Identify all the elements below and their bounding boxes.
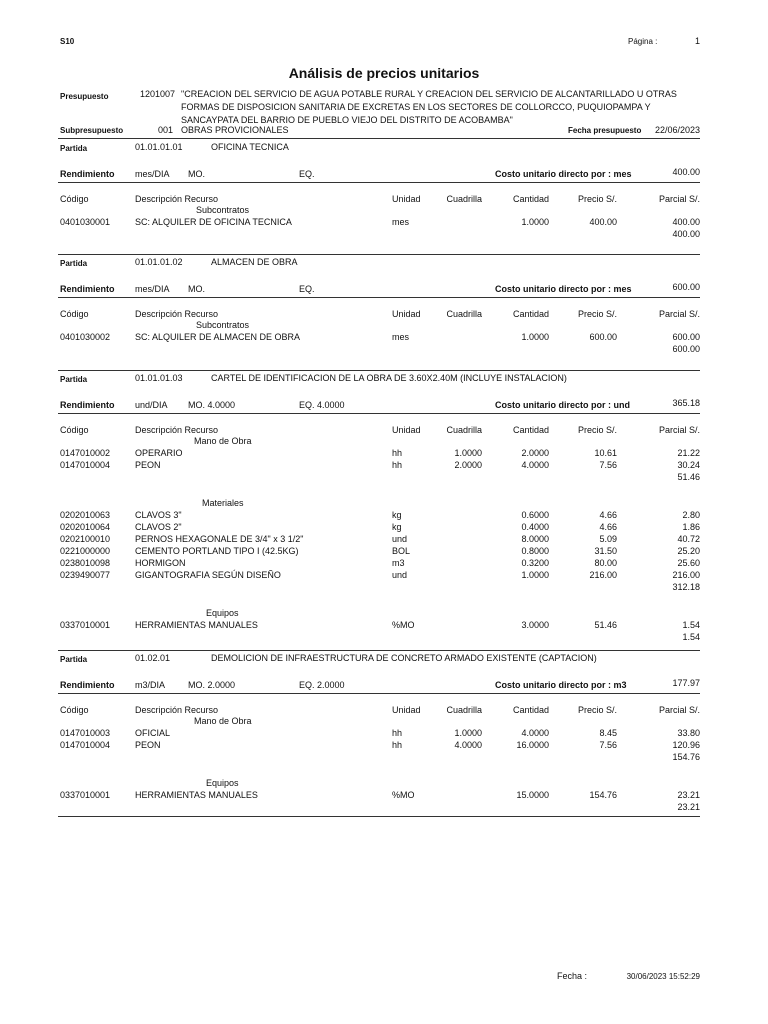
costo-unitario-label: Costo unitario directo por : und [495, 400, 630, 410]
resource-description: PEON [135, 460, 161, 470]
resource-code: 0202010064 [60, 522, 111, 532]
partida-code: 01.01.01.01 [135, 142, 183, 152]
resource-description: SC: ALQUILER DE ALMACEN DE OBRA [135, 332, 301, 342]
subpresupuesto-label: Subpresupuesto [60, 126, 124, 135]
resource-description: CLAVOS 3" [135, 510, 182, 520]
resource-quantity: 16.0000 [516, 740, 549, 750]
resource-description: OPERARIO [135, 448, 183, 458]
col-unidad-header: Unidad [392, 309, 421, 319]
resource-code: 0337010001 [60, 620, 111, 630]
resource-partial: 600.00 [672, 332, 700, 342]
resource-price: 4.66 [599, 510, 617, 520]
col-codigo-header: Código [60, 705, 89, 715]
resource-partial: 40.72 [677, 534, 700, 544]
col-parcial-header: Parcial S/. [658, 425, 700, 435]
resource-quantity: 1.0000 [521, 332, 549, 342]
costo-unitario-value: 365.18 [672, 398, 700, 408]
resource-code: 0147010004 [60, 460, 111, 470]
resource-unit: hh [392, 460, 403, 470]
col-parcial-header: Parcial S/. [658, 194, 700, 204]
resource-quantity: 4.0000 [521, 460, 549, 470]
resource-quantity: 2.0000 [521, 448, 549, 458]
resource-partial: 1.86 [682, 522, 700, 532]
resource-quantity: 1.0000 [521, 217, 549, 227]
rendimiento-unit: mes/DIA [135, 284, 170, 294]
resource-unit: mes [392, 217, 410, 227]
col-unidad-header: Unidad [392, 705, 421, 715]
resource-code: 0202100010 [60, 534, 111, 544]
col-precio-header: Precio S/. [577, 705, 617, 715]
resource-code: 0238010098 [60, 558, 111, 568]
col-cuadrilla-header: Cuadrilla [446, 705, 482, 715]
rendimiento-label: Rendimiento [60, 680, 115, 690]
resource-quantity: 0.6000 [521, 510, 549, 520]
resource-price: 154.76 [589, 790, 617, 800]
resource-price: 51.46 [594, 620, 617, 630]
partida-name: ALMACEN DE OBRA [211, 257, 298, 267]
resource-description: OFICIAL [135, 728, 171, 738]
resource-description: HERRAMIENTAS MANUALES [135, 790, 258, 800]
group-name: Equipos [206, 778, 239, 788]
resource-price: 31.50 [594, 546, 617, 556]
col-unidad-header: Unidad [392, 425, 421, 435]
resource-price: 216.00 [589, 570, 617, 580]
resource-quantity: 8.0000 [521, 534, 549, 544]
rendimiento-divider [58, 297, 700, 298]
resource-unit: kg [392, 510, 402, 520]
resource-partial: 216.00 [672, 570, 700, 580]
resource-code: 0337010001 [60, 790, 111, 800]
group-name: Materiales [202, 498, 244, 508]
resource-partial: 23.21 [677, 790, 700, 800]
resource-code: 0221000000 [60, 546, 111, 556]
fecha-presupuesto-value: 22/06/2023 [654, 125, 700, 135]
header-divider [58, 138, 700, 139]
rendimiento-unit: m3/DIA [135, 680, 166, 690]
group-subtotal: 400.00 [672, 229, 700, 239]
resource-unit: m3 [392, 558, 405, 568]
costo-unitario-label: Costo unitario directo por : mes [495, 284, 632, 294]
resource-description: CLAVOS 2" [135, 522, 182, 532]
partida-code: 01.02.01 [135, 653, 171, 663]
group-name: Equipos [206, 608, 239, 618]
resource-unit: %MO [392, 620, 415, 630]
rendimiento-label: Rendimiento [60, 400, 115, 410]
group-subtotal: 1.54 [682, 632, 700, 642]
resource-code: 0239490077 [60, 570, 111, 580]
col-descripcion-header: Descripción Recurso [135, 425, 219, 435]
group-name: Mano de Obra [194, 436, 252, 446]
presupuesto-description: "CREACION DEL SERVICIO DE AGUA POTABLE RURAL Y CREACION DEL SERVICIO DE ALCANTARILLADO U OTRAS FORMAS DE DISPOSICION SANITARIA DE EXCRETAS EN LOS SECTORES DE COLLORCCO, PUQUIOPAMPA Y SANCAYPATA DEL BARRIO DE PUEBLO VIEJO DEL DISTRITO DE ACOBAMBA" [181, 89, 677, 125]
rendimiento-divider [58, 413, 700, 414]
fecha-presupuesto-label: Fecha presupuesto [568, 126, 642, 135]
resource-price: 5.09 [599, 534, 617, 544]
resource-unit: und [392, 570, 408, 580]
partida-name: OFICINA TECNICA [211, 142, 289, 152]
resource-quantity: 4.0000 [521, 728, 549, 738]
group-subtotal: 154.76 [672, 752, 700, 762]
partida-code: 01.01.01.03 [135, 373, 183, 383]
mo-value: MO. [188, 169, 205, 179]
group-subtotal: 23.21 [677, 802, 700, 812]
col-codigo-header: Código [60, 309, 89, 319]
resource-unit: hh [392, 728, 403, 738]
col-descripcion-header: Descripción Recurso [135, 309, 219, 319]
col-codigo-header: Código [60, 425, 89, 435]
resource-unit: %MO [392, 790, 415, 800]
resource-quantity: 0.4000 [521, 522, 549, 532]
resource-unit: hh [392, 740, 403, 750]
presupuesto-code: 1201007 [140, 89, 176, 99]
resource-code: 0147010003 [60, 728, 111, 738]
partida-divider [58, 254, 700, 255]
partida-name: DEMOLICION DE INFRAESTRUCTURA DE CONCRETO ARMADO EXISTENTE (CAPTACION) [211, 653, 597, 663]
partida-label: Partida [60, 144, 88, 153]
resource-partial: 1.54 [682, 620, 700, 630]
resource-partial: 33.80 [677, 728, 700, 738]
page-number: 1 [694, 36, 700, 46]
resource-code: 0401030002 [60, 332, 111, 342]
resource-price: 4.66 [599, 522, 617, 532]
partida-label: Partida [60, 655, 88, 664]
col-unidad-header: Unidad [392, 194, 421, 204]
footer-fecha-label: Fecha : [557, 971, 588, 981]
page-title: Análisis de precios unitarios [288, 65, 480, 81]
resource-cuadrilla: 4.0000 [454, 740, 482, 750]
resource-partial: 2.80 [682, 510, 700, 520]
resource-code: 0202010063 [60, 510, 111, 520]
resource-partial: 25.20 [677, 546, 700, 556]
col-precio-header: Precio S/. [577, 425, 617, 435]
costo-unitario-value: 600.00 [672, 282, 700, 292]
resource-cuadrilla: 1.0000 [454, 448, 482, 458]
costo-unitario-value: 400.00 [672, 167, 700, 177]
eq-value: EQ. [299, 284, 315, 294]
col-cuadrilla-header: Cuadrilla [446, 425, 482, 435]
resource-partial: 400.00 [672, 217, 700, 227]
resource-price: 400.00 [589, 217, 617, 227]
resource-quantity: 3.0000 [521, 620, 549, 630]
col-cantidad-header: Cantidad [512, 705, 549, 715]
col-precio-header: Precio S/. [577, 194, 617, 204]
mo-value: MO. [188, 284, 205, 294]
col-parcial-header: Parcial S/. [658, 309, 700, 319]
costo-unitario-label: Costo unitario directo por : mes [495, 169, 632, 179]
mo-value: MO. 2.0000 [188, 680, 236, 690]
rendimiento-label: Rendimiento [60, 284, 115, 294]
system-code: S10 [60, 37, 75, 46]
rendimiento-divider [58, 182, 700, 183]
resource-price: 10.61 [594, 448, 617, 458]
page-label: Página : [628, 37, 658, 46]
partida-name: CARTEL DE IDENTIFICACION DE LA OBRA DE 3.60X2.40M (INCLUYE INSTALACION) [211, 373, 567, 383]
final-divider [58, 816, 700, 817]
rendimiento-label: Rendimiento [60, 169, 115, 179]
col-codigo-header: Código [60, 194, 89, 204]
resource-description: SC: ALQUILER DE OFICINA TECNICA [135, 217, 292, 227]
rendimiento-unit: und/DIA [135, 400, 168, 410]
eq-value: EQ. 2.0000 [299, 680, 345, 690]
resource-description: PERNOS HEXAGONALE DE 3/4" x 3 1/2" [135, 534, 304, 544]
resource-cuadrilla: 2.0000 [454, 460, 482, 470]
resource-cuadrilla: 1.0000 [454, 728, 482, 738]
rendimiento-unit: mes/DIA [135, 169, 170, 179]
resource-price: 7.56 [599, 460, 617, 470]
col-descripcion-header: Descripción Recurso [135, 194, 219, 204]
col-precio-header: Precio S/. [577, 309, 617, 319]
resource-quantity: 1.0000 [521, 570, 549, 580]
resource-price: 600.00 [589, 332, 617, 342]
group-name: Mano de Obra [194, 716, 252, 726]
resource-quantity: 0.8000 [521, 546, 549, 556]
resource-price: 7.56 [599, 740, 617, 750]
resource-unit: kg [392, 522, 402, 532]
col-cuadrilla-header: Cuadrilla [446, 309, 482, 319]
partida-code: 01.01.01.02 [135, 257, 183, 267]
resource-unit: mes [392, 332, 410, 342]
partida-divider [58, 650, 700, 651]
group-subtotal: 600.00 [672, 344, 700, 354]
resource-partial: 30.24 [677, 460, 700, 470]
group-name: Subcontratos [196, 205, 250, 215]
costo-unitario-value: 177.97 [672, 678, 700, 688]
mo-value: MO. 4.0000 [188, 400, 236, 410]
resource-description: HERRAMIENTAS MANUALES [135, 620, 258, 630]
resource-unit: BOL [392, 546, 411, 556]
eq-value: EQ. [299, 169, 315, 179]
col-cantidad-header: Cantidad [512, 309, 549, 319]
resource-code: 0147010002 [60, 448, 111, 458]
resource-description: CEMENTO PORTLAND TIPO I (42.5KG) [135, 546, 299, 556]
group-subtotal: 312.18 [672, 582, 700, 592]
col-cuadrilla-header: Cuadrilla [446, 194, 482, 204]
eq-value: EQ. 4.0000 [299, 400, 345, 410]
resource-partial: 120.96 [672, 740, 700, 750]
resource-description: PEON [135, 740, 161, 750]
resource-quantity: 15.0000 [516, 790, 549, 800]
footer-fecha-value: 30/06/2023 15:52:29 [626, 972, 700, 981]
partida-label: Partida [60, 375, 88, 384]
resource-partial: 25.60 [677, 558, 700, 568]
resource-code: 0147010004 [60, 740, 111, 750]
resource-quantity: 0.3200 [521, 558, 549, 568]
resource-price: 80.00 [594, 558, 617, 568]
resource-description: HORMIGON [135, 558, 186, 568]
resource-description: GIGANTOGRAFIA SEGÚN DISEÑO [135, 570, 281, 580]
resource-partial: 21.22 [677, 448, 700, 458]
rendimiento-divider [58, 693, 700, 694]
col-parcial-header: Parcial S/. [658, 705, 700, 715]
subpresupuesto-code: 001 [158, 125, 174, 135]
col-cantidad-header: Cantidad [512, 194, 549, 204]
partida-divider [58, 370, 700, 371]
costo-unitario-label: Costo unitario directo por : m3 [495, 680, 627, 690]
group-subtotal: 51.46 [677, 472, 700, 482]
resource-unit: und [392, 534, 408, 544]
col-cantidad-header: Cantidad [512, 425, 549, 435]
partida-label: Partida [60, 259, 88, 268]
resource-code: 0401030001 [60, 217, 111, 227]
group-name: Subcontratos [196, 320, 250, 330]
col-descripcion-header: Descripción Recurso [135, 705, 219, 715]
resource-unit: hh [392, 448, 403, 458]
subpresupuesto-name: OBRAS PROVICIONALES [181, 125, 289, 135]
presupuesto-label: Presupuesto [60, 92, 109, 101]
resource-price: 8.45 [599, 728, 617, 738]
